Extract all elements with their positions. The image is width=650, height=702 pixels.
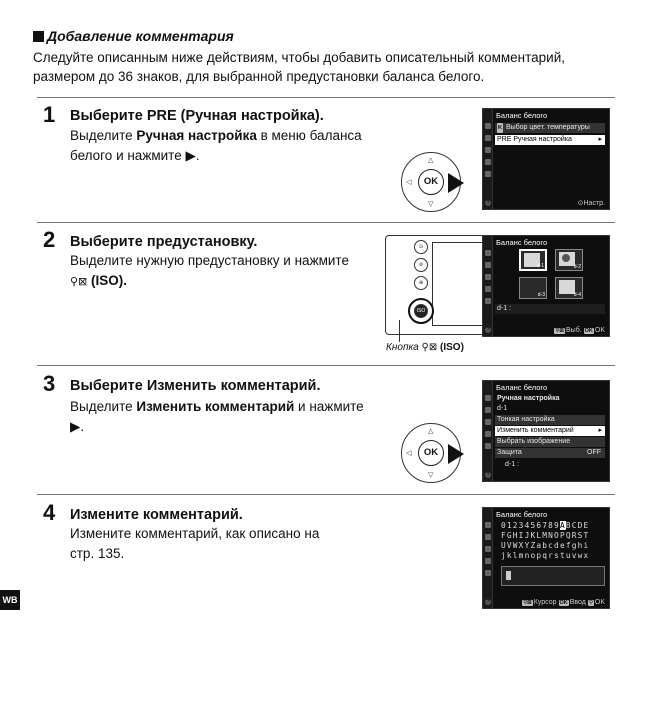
help-icon: ? bbox=[486, 472, 490, 478]
up-arrow-icon: △ bbox=[428, 157, 434, 164]
camera-screen-wb-menu: ? Баланс белого K Выбор цвет. температуры PRE Ручная настройка ▸ ⊙Настр. bbox=[482, 108, 610, 210]
step-2-heading: Выберите предустановку. bbox=[70, 234, 258, 250]
help-icon: ? bbox=[486, 599, 490, 605]
menu-heading: Ручная настройка bbox=[497, 395, 560, 402]
menu-row-edit-comment[interactable]: Изменить комментарий ▸ bbox=[495, 426, 605, 436]
camera-screen-text-entry: ? Баланс белого 0123456789ABCDE FGHIJKLMNOPQRST UVWXYZabcdefghi jklmnopqrstuvwx ⚲⊠ Курсор OK Ввод ⚲ OK bbox=[482, 507, 610, 609]
step-3-heading: Выберите Изменить комментарий. bbox=[70, 378, 321, 394]
zoom-out-iso-icon: ⚲⊠ bbox=[70, 275, 88, 288]
help-icon: ? bbox=[486, 327, 490, 333]
camera-body-illustration: ⊙ ⊘ ⊕ ISO bbox=[385, 235, 485, 335]
camera-screen-preset-menu: ? Баланс белого Ручная настройка d-1 Тонкая настройка Изменить комментарий ▸ Выбрать изображение Защита OFF d-1 : bbox=[482, 380, 610, 482]
preset-thumb-d3[interactable]: d-3 bbox=[519, 277, 547, 299]
step-1-heading: Выберите PRE (Ручная настройка). bbox=[70, 108, 324, 124]
left-arrow-icon: ◁ bbox=[406, 179, 412, 186]
ok-button-icon: OK bbox=[418, 169, 444, 195]
preset-thumb-d1[interactable]: d-1 bbox=[519, 249, 547, 271]
down-arrow-icon: ▽ bbox=[428, 472, 434, 479]
iso-button-caption: Кнопка ⚲⊠ (ISO) bbox=[386, 342, 464, 353]
comment-value: d-1 : bbox=[505, 461, 520, 468]
character-keyboard[interactable]: 0123456789ABCDE FGHIJKLMNOPQRST UVWXYZabcdefghi jklmnopqrstuvwx bbox=[501, 521, 590, 560]
right-arrow-icon bbox=[448, 444, 464, 464]
section-marker-icon bbox=[33, 31, 44, 42]
step-1-body: Выделите Ручная настройка в меню баланса белого и нажмите ▶. bbox=[70, 128, 362, 163]
step-1-number: 1 bbox=[43, 102, 56, 127]
intro-text: Следуйте описанным ниже действиям, чтобы добавить описательный комментарий, размером до 36 знаков, для выбранной предустановки баланса белого. bbox=[33, 50, 566, 84]
multi-selector-icon bbox=[401, 152, 461, 212]
divider bbox=[37, 365, 615, 366]
text-cursor bbox=[506, 571, 511, 580]
menu-row-preset-manual[interactable]: PRE Ручная настройка ▸ bbox=[495, 135, 605, 145]
divider bbox=[37, 494, 615, 495]
step-2-number: 2 bbox=[43, 227, 56, 252]
divider bbox=[37, 222, 615, 223]
preset-thumb-d4[interactable]: d-4 bbox=[555, 277, 583, 299]
ok-button-icon: OK bbox=[418, 440, 444, 466]
multi-selector-icon bbox=[401, 423, 461, 483]
menu-row-color-temp[interactable]: K Выбор цвет. температуры bbox=[495, 123, 605, 133]
left-arrow-icon: ◁ bbox=[406, 450, 412, 457]
step-3-number: 3 bbox=[43, 371, 56, 396]
screen-footer: ⚲⊠ Выб. OK OK bbox=[555, 327, 605, 334]
preset-thumb-d2[interactable]: d-2 bbox=[555, 249, 583, 271]
camera-screen-presets: ? Баланс белого d-1 d-2 d-3 d-4 d-1 : ⚲⊠ Выб. OK OK bbox=[482, 235, 610, 337]
step-4-heading: Измените комментарий. bbox=[70, 507, 243, 523]
up-arrow-icon: △ bbox=[428, 428, 434, 435]
help-icon: ? bbox=[486, 200, 490, 206]
wb-section-tab: WB bbox=[0, 590, 20, 610]
right-arrow-icon bbox=[448, 173, 464, 193]
menu-row-protect[interactable]: Защита OFF bbox=[495, 448, 605, 458]
callout-line bbox=[399, 320, 400, 342]
step-4-number: 4 bbox=[43, 500, 56, 525]
step-3-body: Выделите Изменить комментарий и нажмите ▶. bbox=[70, 399, 364, 434]
comment-entry-field[interactable] bbox=[501, 566, 605, 586]
menu-preset-label: d-1 bbox=[497, 405, 508, 412]
step-4-body: Измените комментарий, как описано на стр. 135. bbox=[70, 526, 320, 561]
preset-comment-row: d-1 : bbox=[495, 304, 605, 314]
iso-button-icon: ISO bbox=[414, 304, 428, 318]
divider bbox=[37, 97, 615, 98]
step-2-body: Выделите нужную предустановку и нажмите ⚲⊠ (ISO). bbox=[70, 253, 349, 288]
screen-footer: ⚲⊠ Курсор OK Ввод ⚲ OK bbox=[523, 599, 605, 606]
down-arrow-icon: ▽ bbox=[428, 201, 434, 208]
menu-row-select-image[interactable]: Выбрать изображение bbox=[495, 437, 605, 447]
menu-row-fine-tune[interactable]: Тонкая настройка bbox=[495, 415, 605, 425]
section-title: Добавление комментария bbox=[33, 28, 234, 44]
